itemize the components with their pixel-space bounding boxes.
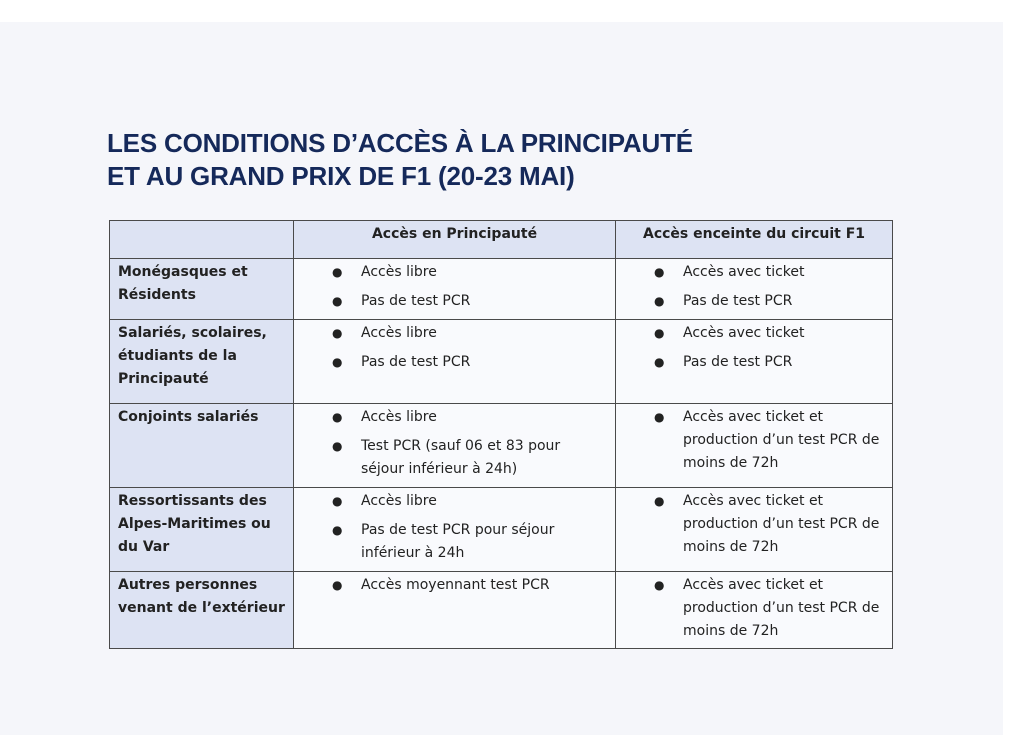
row-label: Monégasques et Résidents: [110, 259, 294, 320]
bullet-icon: ●: [654, 294, 665, 308]
list-item-text: Pas de test PCR: [683, 293, 793, 309]
cell-circuit: [616, 488, 893, 572]
bullet-icon: ●: [332, 294, 343, 308]
list-item: [294, 351, 615, 374]
list-item: [616, 351, 892, 374]
bullet-icon: ●: [332, 494, 343, 508]
bullet-icon: ●: [654, 578, 665, 592]
row-label: Salariés, scolaires, étudiants de la Principauté: [110, 320, 294, 404]
header-principaute: Accès en Principauté: [294, 221, 616, 259]
cell-circuit: [616, 259, 893, 320]
bullet-icon: ●: [654, 410, 665, 424]
list-item: [616, 290, 892, 313]
header-circuit: Accès enceinte du circuit F1: [616, 221, 893, 259]
header-empty: [110, 221, 294, 259]
page-title: [107, 127, 693, 193]
list-item: [294, 435, 615, 481]
list-item-text: Accès libre: [361, 325, 437, 341]
bullet-icon: ●: [332, 439, 343, 453]
bullet-icon: ●: [332, 326, 343, 340]
row-label: Ressortissants des Alpes-Maritimes ou du Var: [110, 488, 294, 572]
list-item-text: Accès libre: [361, 264, 437, 280]
list-item: [294, 574, 615, 597]
list-item: [616, 261, 892, 284]
list-item-text: Accès libre: [361, 493, 437, 509]
access-conditions-table: [109, 220, 893, 649]
row-label: Conjoints salariés: [110, 404, 294, 488]
list-item: [294, 290, 615, 313]
table-row: [110, 320, 893, 404]
list-item: [616, 406, 892, 475]
bullet-icon: ●: [654, 355, 665, 369]
list-item-text: Accès avec ticket et production d’un test PCR de moins de 72h: [683, 493, 880, 555]
list-item: [294, 490, 615, 513]
bullet-icon: ●: [332, 523, 343, 537]
list-item-text: Pas de test PCR: [361, 354, 471, 370]
bullet-icon: ●: [332, 578, 343, 592]
list-item: [616, 574, 892, 643]
cell-principaute: [294, 320, 616, 404]
list-item: [294, 322, 615, 345]
bullet-icon: ●: [654, 494, 665, 508]
list-item-text: Test PCR (sauf 06 et 83 pour séjour inférieur à 24h): [361, 438, 561, 477]
list-item-text: Pas de test PCR pour séjour inférieur à 24h: [361, 522, 555, 561]
title-line-1: LES CONDITIONS D’ACCÈS À LA PRINCIPAUTÉ: [107, 128, 693, 158]
bullet-icon: ●: [332, 265, 343, 279]
list-item: [616, 322, 892, 345]
bullet-icon: ●: [332, 410, 343, 424]
list-item-text: Accès avec ticket et production d’un test PCR de moins de 72h: [683, 577, 880, 639]
bullet-icon: ●: [332, 355, 343, 369]
cell-principaute: [294, 572, 616, 649]
table-row: [110, 259, 893, 320]
list-item: [294, 519, 615, 565]
list-item: [294, 406, 615, 429]
bullet-icon: ●: [654, 326, 665, 340]
table-row: [110, 488, 893, 572]
list-item-text: Accès libre: [361, 409, 437, 425]
list-item-text: Accès moyennant test PCR: [361, 577, 550, 593]
table-header-row: [110, 221, 893, 259]
list-item-text: Accès avec ticket: [683, 325, 805, 341]
table-row: [110, 404, 893, 488]
cell-principaute: [294, 404, 616, 488]
list-item-text: Pas de test PCR: [361, 293, 471, 309]
list-item: [616, 490, 892, 559]
cell-circuit: [616, 572, 893, 649]
list-item-text: Pas de test PCR: [683, 354, 793, 370]
cell-circuit: [616, 320, 893, 404]
title-line-2: ET AU GRAND PRIX DE F1 (20-23 MAI): [107, 161, 575, 191]
list-item: [294, 261, 615, 284]
bullet-icon: ●: [654, 265, 665, 279]
row-label: Autres personnes venant de l’extérieur: [110, 572, 294, 649]
list-item-text: Accès avec ticket: [683, 264, 805, 280]
cell-principaute: [294, 259, 616, 320]
table-row: [110, 572, 893, 649]
list-item-text: Accès avec ticket et production d’un test PCR de moins de 72h: [683, 409, 880, 471]
cell-principaute: [294, 488, 616, 572]
cell-circuit: [616, 404, 893, 488]
